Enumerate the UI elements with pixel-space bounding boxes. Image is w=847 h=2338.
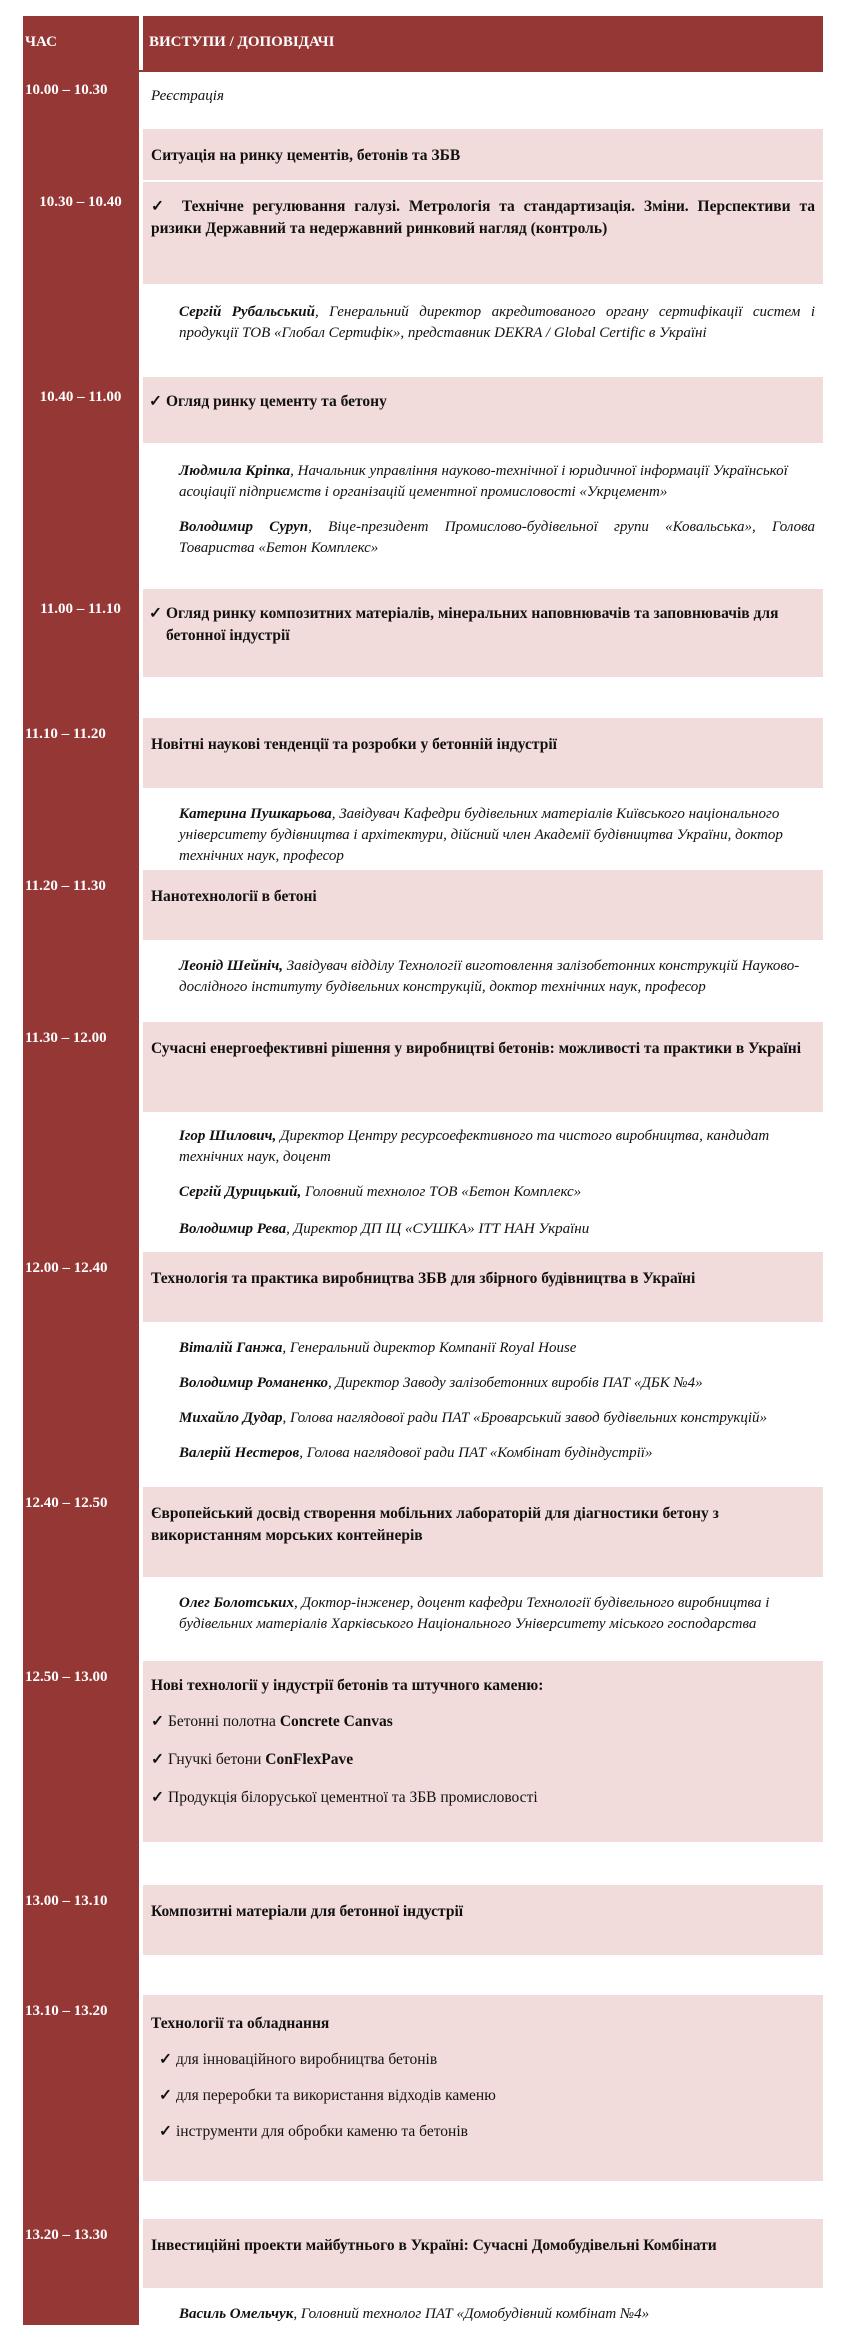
speaker-name: Валерій Нестеров [179, 1445, 300, 1461]
registration-text: Реєстрація [143, 72, 823, 127]
session-topic: Технології та обладнання ✓ для інноваційного виробництва бетонів ✓ для переробки та використання відходів каменю ✓ інструменти для обробки каменю та бетонів [143, 1993, 823, 2181]
speaker-role: Завідувач відділу Технології виготовлення залізобетонних конструкцій Науково-дослідного інституту будівельних конструкцій, доктор технічних наук, професор [179, 958, 800, 995]
speaker-name: Ігор Шилович, [179, 1128, 277, 1144]
speaker-entry [143, 1359, 823, 1394]
checkmark-icon: ✓ [159, 2123, 172, 2140]
checkmark-icon: ✓ [159, 2051, 172, 2068]
time-cell: 11.00 – 11.10 [23, 587, 143, 716]
list-item: ✓ Гнучкі бетони ConFlexPave [151, 1751, 354, 1768]
speaker-role: , Голова наглядової ради ПАТ «Комбінат будіндустрії» [299, 1445, 653, 1461]
time-cell: 12.50 – 13.00 [23, 1659, 143, 1883]
session-topic: Композитні матеріали для бетонної індустрії [143, 1883, 823, 1955]
speaker-entry [143, 1168, 823, 1203]
speaker-entry [143, 1429, 823, 1464]
checkmark-icon: ✓ [151, 1751, 164, 1768]
time-cell: 13.20 – 13.30 [23, 2217, 143, 2325]
speaker-name: Леонід Шейніч, [179, 958, 283, 974]
table-row [23, 1485, 823, 1659]
session-topic: Новітні наукові тенденції та розробки у бетонній індустрії [143, 716, 823, 788]
table-row [23, 2217, 823, 2325]
speaker-name: Володимир Романенко [179, 1375, 328, 1391]
speaker-name: Володимир Суруп [179, 519, 309, 535]
session-topic: Сучасні енергоефективні рішення у виробництві бетонів: можливості та практики в Україні [143, 1020, 823, 1112]
time-cell: 11.20 – 11.30 [23, 868, 143, 1020]
list-item: ✓ для інноваційного виробництва бетонів [159, 2051, 438, 2068]
list-item: ✓ Бетонні полотна Concrete Canvas [151, 1713, 393, 1730]
table-row [23, 1883, 823, 1993]
section-topic: Ситуація на ринку цементів, бетонів та ЗБВ [143, 127, 823, 180]
speaker-name: Олег Болотських [179, 1595, 294, 1611]
checkmark-icon: ✓ [151, 198, 169, 215]
table-row [23, 1993, 823, 2217]
speaker-role: , Віце-президент Промислово-будівельної групи «Ковальська», Голова Товариства «Бетон Комплекс» [179, 519, 815, 556]
table-header [23, 16, 823, 70]
speaker-role: , Генеральний директор акредитованого органу сертифікації систем і продукції ТОВ «Глобал Сертифік», представник DEKRA / Global Certific в Україні [179, 304, 815, 341]
speaker-entry [143, 284, 823, 344]
speaker-name: Людмила Кріпка [179, 463, 291, 479]
time-cell: 13.10 – 13.20 [23, 1993, 143, 2217]
speaker-entry [143, 1394, 823, 1429]
talks-column-header: ВИСТУПИ / ДОПОВІДАЧІ [143, 16, 823, 70]
speaker-role: , Начальник управління науково-технічної і юридичної інформації Української асоціації підприємств і організацій цементної промисловості «Укрцемент» [179, 463, 788, 500]
checkmark-icon: ✓ [149, 393, 162, 410]
speaker-name: Катерина Пушкарьова [179, 806, 332, 822]
speaker-entry [143, 443, 823, 503]
time-cell: 12.00 – 12.40 [23, 1250, 143, 1485]
time-cell: 10.00 – 10.30 [23, 72, 143, 127]
list-item: ✓ інструменти для обробки каменю та бетонів [159, 2123, 468, 2140]
speaker-role: , Директор ДП ІЦ «СУШКА» ІТТ НАН України [286, 1221, 590, 1237]
speaker-role: Директор Центру ресурсоефективного та чистого виробництва, кандидат технічних наук, доцент [179, 1128, 770, 1165]
speaker-entry [143, 1112, 823, 1168]
checkmark-icon: ✓ [151, 1713, 164, 1730]
speaker-name: Володимир Рева [179, 1221, 287, 1237]
table-row [23, 70, 823, 127]
speaker-name: Сергій Рубальський [179, 304, 315, 320]
speaker-role: , Головний технолог ПАТ «Домобудівний комбінат №4» [293, 2306, 650, 2322]
table-row [23, 180, 823, 375]
session-topic: Інвестиційні проекти майбутнього в Україні: Сучасні Домобудівельні Комбінати [143, 2217, 823, 2288]
time-cell: 10.30 – 10.40 [23, 180, 143, 375]
checkmark-icon: ✓ [149, 605, 162, 622]
speaker-entry [143, 2288, 823, 2325]
time-cell: 12.40 – 12.50 [23, 1485, 143, 1659]
speaker-entry [143, 1577, 823, 1635]
schedule-table [23, 16, 823, 2325]
session-topic: Нові технології у індустрії бетонів та штучного каменю: ✓ Бетонні полотна Concrete Canvas ✓ Гнучкі бетони ConFlexPave ✓ Продукція білоруської цементної та ЗБВ промисловості [143, 1659, 823, 1842]
session-topic: ✓ Технічне регулювання галузі. Метрологія та стандартизація. Зміни. Перспективи та ризики Державний та недержавний ринковий нагляд (контроль) [143, 180, 823, 284]
table-row [23, 1020, 823, 1250]
speaker-entry [143, 503, 823, 559]
table-row [23, 375, 823, 587]
speaker-entry [143, 940, 823, 998]
speaker-entry [143, 788, 823, 867]
speaker-name: Василь Омельчук [179, 2306, 294, 2322]
time-cell [23, 127, 143, 180]
speaker-role: , Директор Заводу залізобетонних виробів ПАТ «ДБК №4» [327, 1375, 703, 1391]
session-topic: Нанотехнології в бетоні [143, 868, 823, 940]
speaker-name: Віталій Ганжа [179, 1340, 283, 1356]
empty-cell [143, 2181, 823, 2217]
speaker-role: , Генеральний директор Компанії Royal House [282, 1340, 577, 1356]
empty-cell [143, 1842, 823, 1883]
session-topic: ✓ Огляд ринку композитних матеріалів, мінеральних наповнювачів та заповнювачів для бетонної індустрії [143, 587, 823, 677]
speaker-entry [143, 1322, 823, 1359]
empty-cell [143, 1955, 823, 1993]
empty-cell [143, 677, 823, 716]
list-item: ✓ Продукція білоруської цементної та ЗБВ промисловості [151, 1789, 538, 1806]
table-row [23, 716, 823, 868]
table-row [23, 1659, 823, 1883]
table-row [23, 127, 823, 180]
speaker-role: , Завідувач Кафедри будівельних матеріалів Київського національного університету будівництва і архітектури, дійсний член Академії будівництва України, доктор технічних наук, професор [179, 806, 783, 864]
time-cell: 11.10 – 11.20 [23, 716, 143, 868]
checkmark-icon: ✓ [151, 1789, 164, 1806]
session-topic: ✓ Огляд ринку цементу та бетону [143, 375, 823, 443]
speaker-name: Михайло Дудар [179, 1410, 283, 1426]
time-cell: 11.30 – 12.00 [23, 1020, 143, 1250]
speaker-role: , Голова наглядової ради ПАТ «Броварський завод будівельних конструкцій» [282, 1410, 768, 1426]
speaker-role: Головний технолог ТОВ «Бетон Комплекс» [301, 1184, 582, 1200]
speaker-entry [143, 1203, 823, 1240]
speaker-name: Сергій Дурицький, [179, 1184, 302, 1200]
speaker-role: , Доктор-інженер, доцент кафедри Технології будівельного виробництва і будівельних матеріалів Харківського Національного Університету міського господарства [179, 1595, 770, 1632]
session-topic: Європейський досвід створення мобільних лабораторій для діагностики бетону з використанням морських контейнерів [143, 1485, 823, 1577]
table-row [23, 868, 823, 1020]
table-row [23, 1250, 823, 1485]
checkmark-icon: ✓ [159, 2087, 172, 2104]
session-topic: Технологія та практика виробництва ЗБВ для збірного будівництва в Україні [143, 1250, 823, 1322]
time-cell: 10.40 – 11.00 [23, 375, 143, 587]
time-cell: 13.00 – 13.10 [23, 1883, 143, 1993]
table-row [23, 587, 823, 716]
list-item: ✓ для переробки та використання відходів каменю [159, 2087, 496, 2104]
time-column-header: ЧАС [23, 16, 143, 70]
